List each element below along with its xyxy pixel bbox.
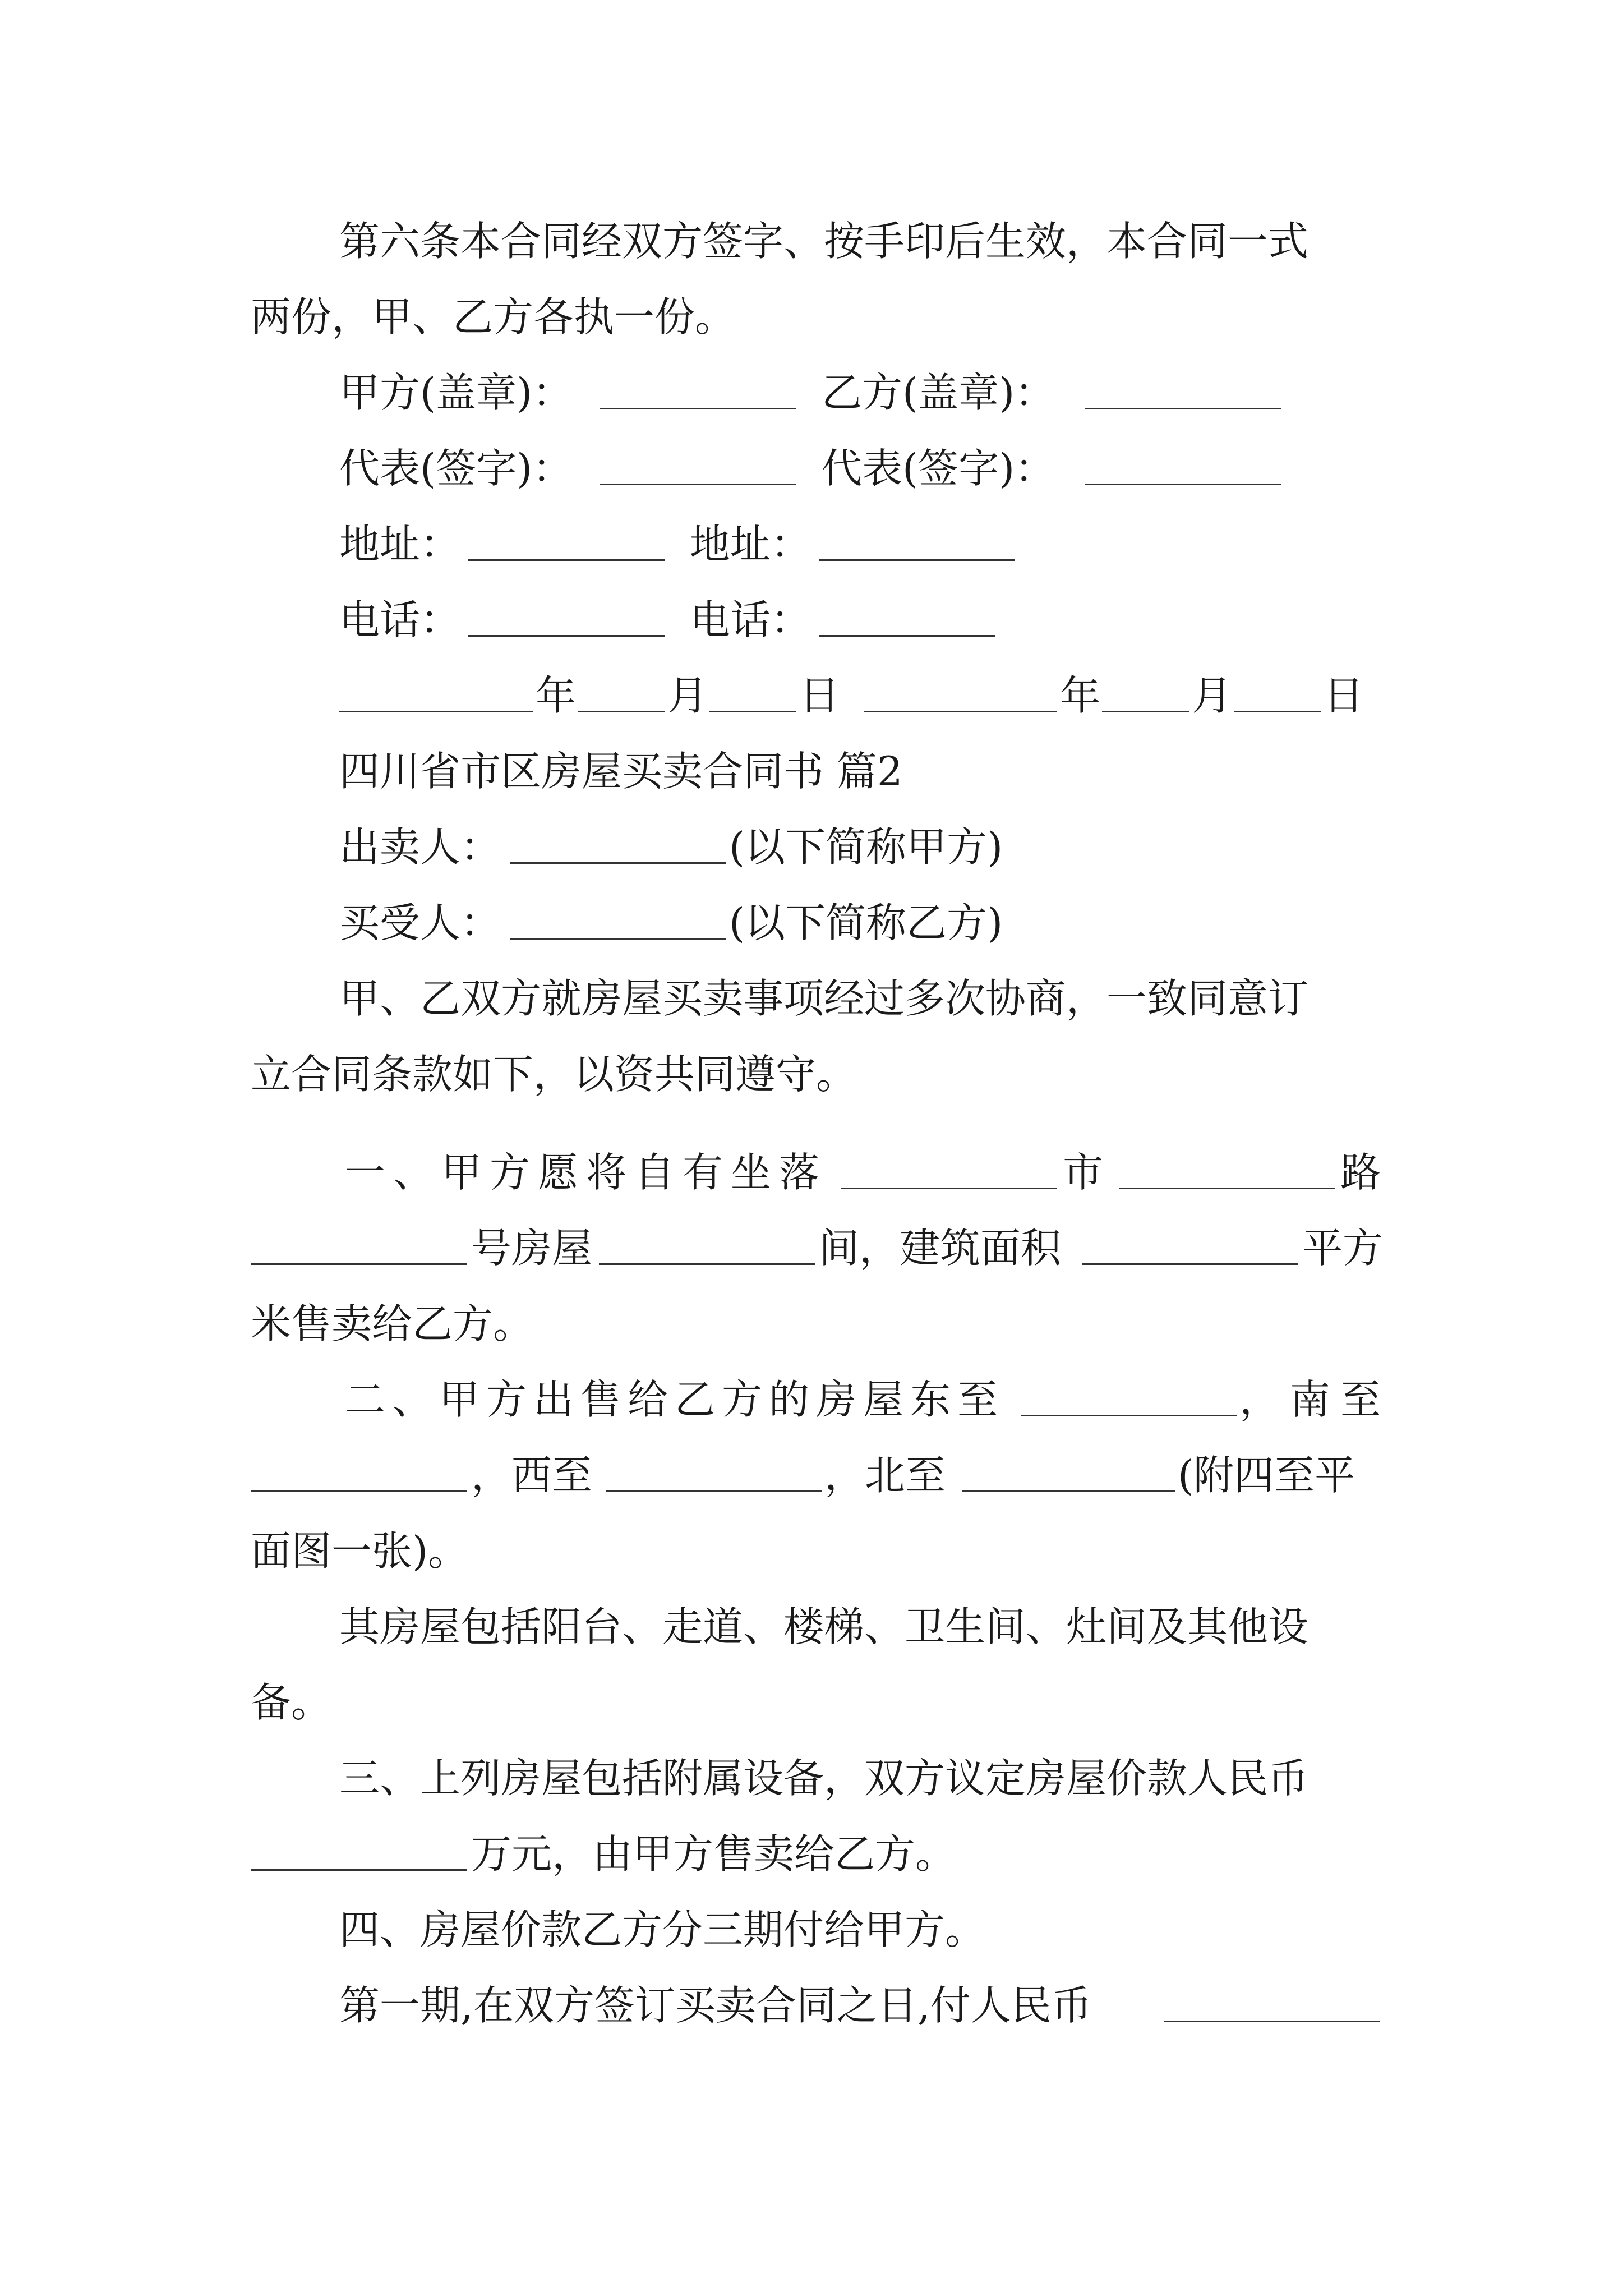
seller-suffix: (以下简称甲方) — [729, 823, 1003, 871]
year-a-label: 年 — [536, 672, 577, 719]
party-a-seal-label: 甲方(盖章)： — [339, 369, 573, 416]
payment1-blank — [1164, 2021, 1380, 2022]
month-b-label: 月 — [1192, 672, 1233, 719]
year-a-blank — [339, 711, 533, 712]
text: 号房屋 — [471, 1225, 593, 1272]
area-blank — [1082, 1263, 1298, 1265]
section-title: 四川省市区房屋买卖合同书 篇2 — [339, 748, 903, 795]
text: 一、甲方愿将自有坐落 — [345, 1149, 828, 1196]
intro-line2 — [0, 1043, 1623, 1105]
article1-line3 — [0, 1293, 1623, 1355]
payment1-line — [0, 1975, 1623, 2036]
text: 万元，由甲方售卖给乙方。 — [471, 1830, 956, 1878]
party-b-seal-label: 乙方(盖章)： — [822, 369, 1055, 416]
signature-rep-row — [0, 438, 1623, 499]
day-b-label: 日 — [1324, 672, 1364, 719]
text: (附四至平 — [1178, 1452, 1355, 1499]
paragraph-article6-line1 — [0, 210, 1623, 272]
addr-a-blank — [468, 559, 665, 561]
rooms-blank — [599, 1263, 815, 1265]
text: ，北至 — [824, 1452, 946, 1499]
tel-a-blank — [468, 635, 665, 637]
buyer-blank — [510, 938, 726, 940]
south-blank — [251, 1490, 467, 1492]
text: 第一期,在双方签订买卖合同之日,付人民币 — [339, 1982, 1092, 2029]
rep-b-blank — [1085, 484, 1281, 485]
price-blank — [251, 1869, 467, 1871]
intro-line1 — [0, 968, 1623, 1029]
article4-line — [0, 1899, 1623, 1961]
text: 面图一张)。 — [251, 1527, 469, 1575]
text: 四、房屋价款乙方分三期付给甲方。 — [339, 1906, 986, 1953]
article3-line1 — [0, 1747, 1623, 1809]
seller-label: 出卖人： — [339, 823, 501, 871]
rep-b-label: 代表(签字)： — [822, 445, 1055, 492]
text: 二、甲方出售给乙方的房屋东至 — [345, 1376, 1005, 1423]
article2-line3 — [0, 1520, 1623, 1582]
article2-line2 — [0, 1444, 1623, 1506]
day-a-blank — [709, 711, 796, 712]
phone-row — [0, 589, 1623, 651]
rep-a-blank — [600, 484, 796, 485]
text: 路 — [1340, 1149, 1381, 1196]
article2-line1 — [0, 1369, 1623, 1430]
party-b-seal-blank — [1085, 408, 1281, 409]
text: 第六条本合同经双方签字、按手印后生效，本合同一式 — [339, 218, 1309, 265]
text: 三、上列房屋包括附属设备，双方议定房屋价款人民币 — [339, 1755, 1309, 1802]
text: ，西至 — [471, 1452, 593, 1499]
month-a-label: 月 — [667, 672, 708, 719]
number-blank — [251, 1263, 467, 1265]
date-row — [0, 665, 1623, 726]
text: 米售卖给乙方。 — [251, 1300, 534, 1347]
road-blank — [1119, 1188, 1335, 1189]
tel-b-blank — [819, 635, 995, 637]
city-blank — [841, 1188, 1057, 1189]
day-b-blank — [1234, 711, 1321, 712]
party-a-seal-blank — [600, 408, 796, 409]
tel-a-label: 电话： — [339, 596, 461, 643]
addr-b-label: 地址： — [690, 521, 811, 568]
text: 两份，甲、乙方各执一份。 — [251, 293, 736, 341]
article1-line1 — [0, 1142, 1623, 1203]
text: 间，建筑面积 — [819, 1225, 1062, 1272]
signature-seal-row — [0, 362, 1623, 424]
seller-row — [0, 816, 1623, 878]
article3-line2 — [0, 1823, 1623, 1885]
buyer-suffix: (以下简称乙方) — [729, 899, 1003, 946]
buyer-row — [0, 892, 1623, 954]
section-title-row — [0, 740, 1623, 802]
seller-blank — [510, 862, 726, 864]
article1-line2 — [0, 1217, 1623, 1279]
year-b-blank — [864, 711, 1057, 712]
west-blank — [606, 1490, 822, 1492]
text: 甲、乙双方就房屋买卖事项经过多次协商，一致同意订 — [339, 975, 1309, 1022]
year-b-label: 年 — [1060, 672, 1101, 719]
east-blank — [1021, 1415, 1237, 1416]
text: 市 — [1063, 1149, 1104, 1196]
day-a-label: 日 — [799, 672, 840, 719]
address-row — [0, 513, 1623, 575]
month-b-blank — [1102, 711, 1189, 712]
includes-line2 — [0, 1672, 1623, 1733]
north-blank — [962, 1490, 1175, 1492]
text: 其房屋包括阳台、走道、楼梯、卫生间、灶间及其他设 — [339, 1603, 1309, 1650]
month-a-blank — [578, 711, 665, 712]
addr-a-label: 地址： — [339, 521, 461, 568]
tel-b-label: 电话： — [690, 596, 811, 643]
paragraph-article6-line2 — [0, 286, 1623, 348]
includes-line1 — [0, 1596, 1623, 1658]
text: 平方 — [1302, 1225, 1384, 1272]
text: 立合同条款如下，以资共同遵守。 — [251, 1051, 857, 1098]
text: ，南至 — [1239, 1376, 1391, 1423]
text: 备。 — [251, 1679, 332, 1726]
addr-b-blank — [819, 559, 1015, 561]
buyer-label: 买受人： — [339, 899, 501, 946]
rep-a-label: 代表(签字)： — [339, 445, 573, 492]
